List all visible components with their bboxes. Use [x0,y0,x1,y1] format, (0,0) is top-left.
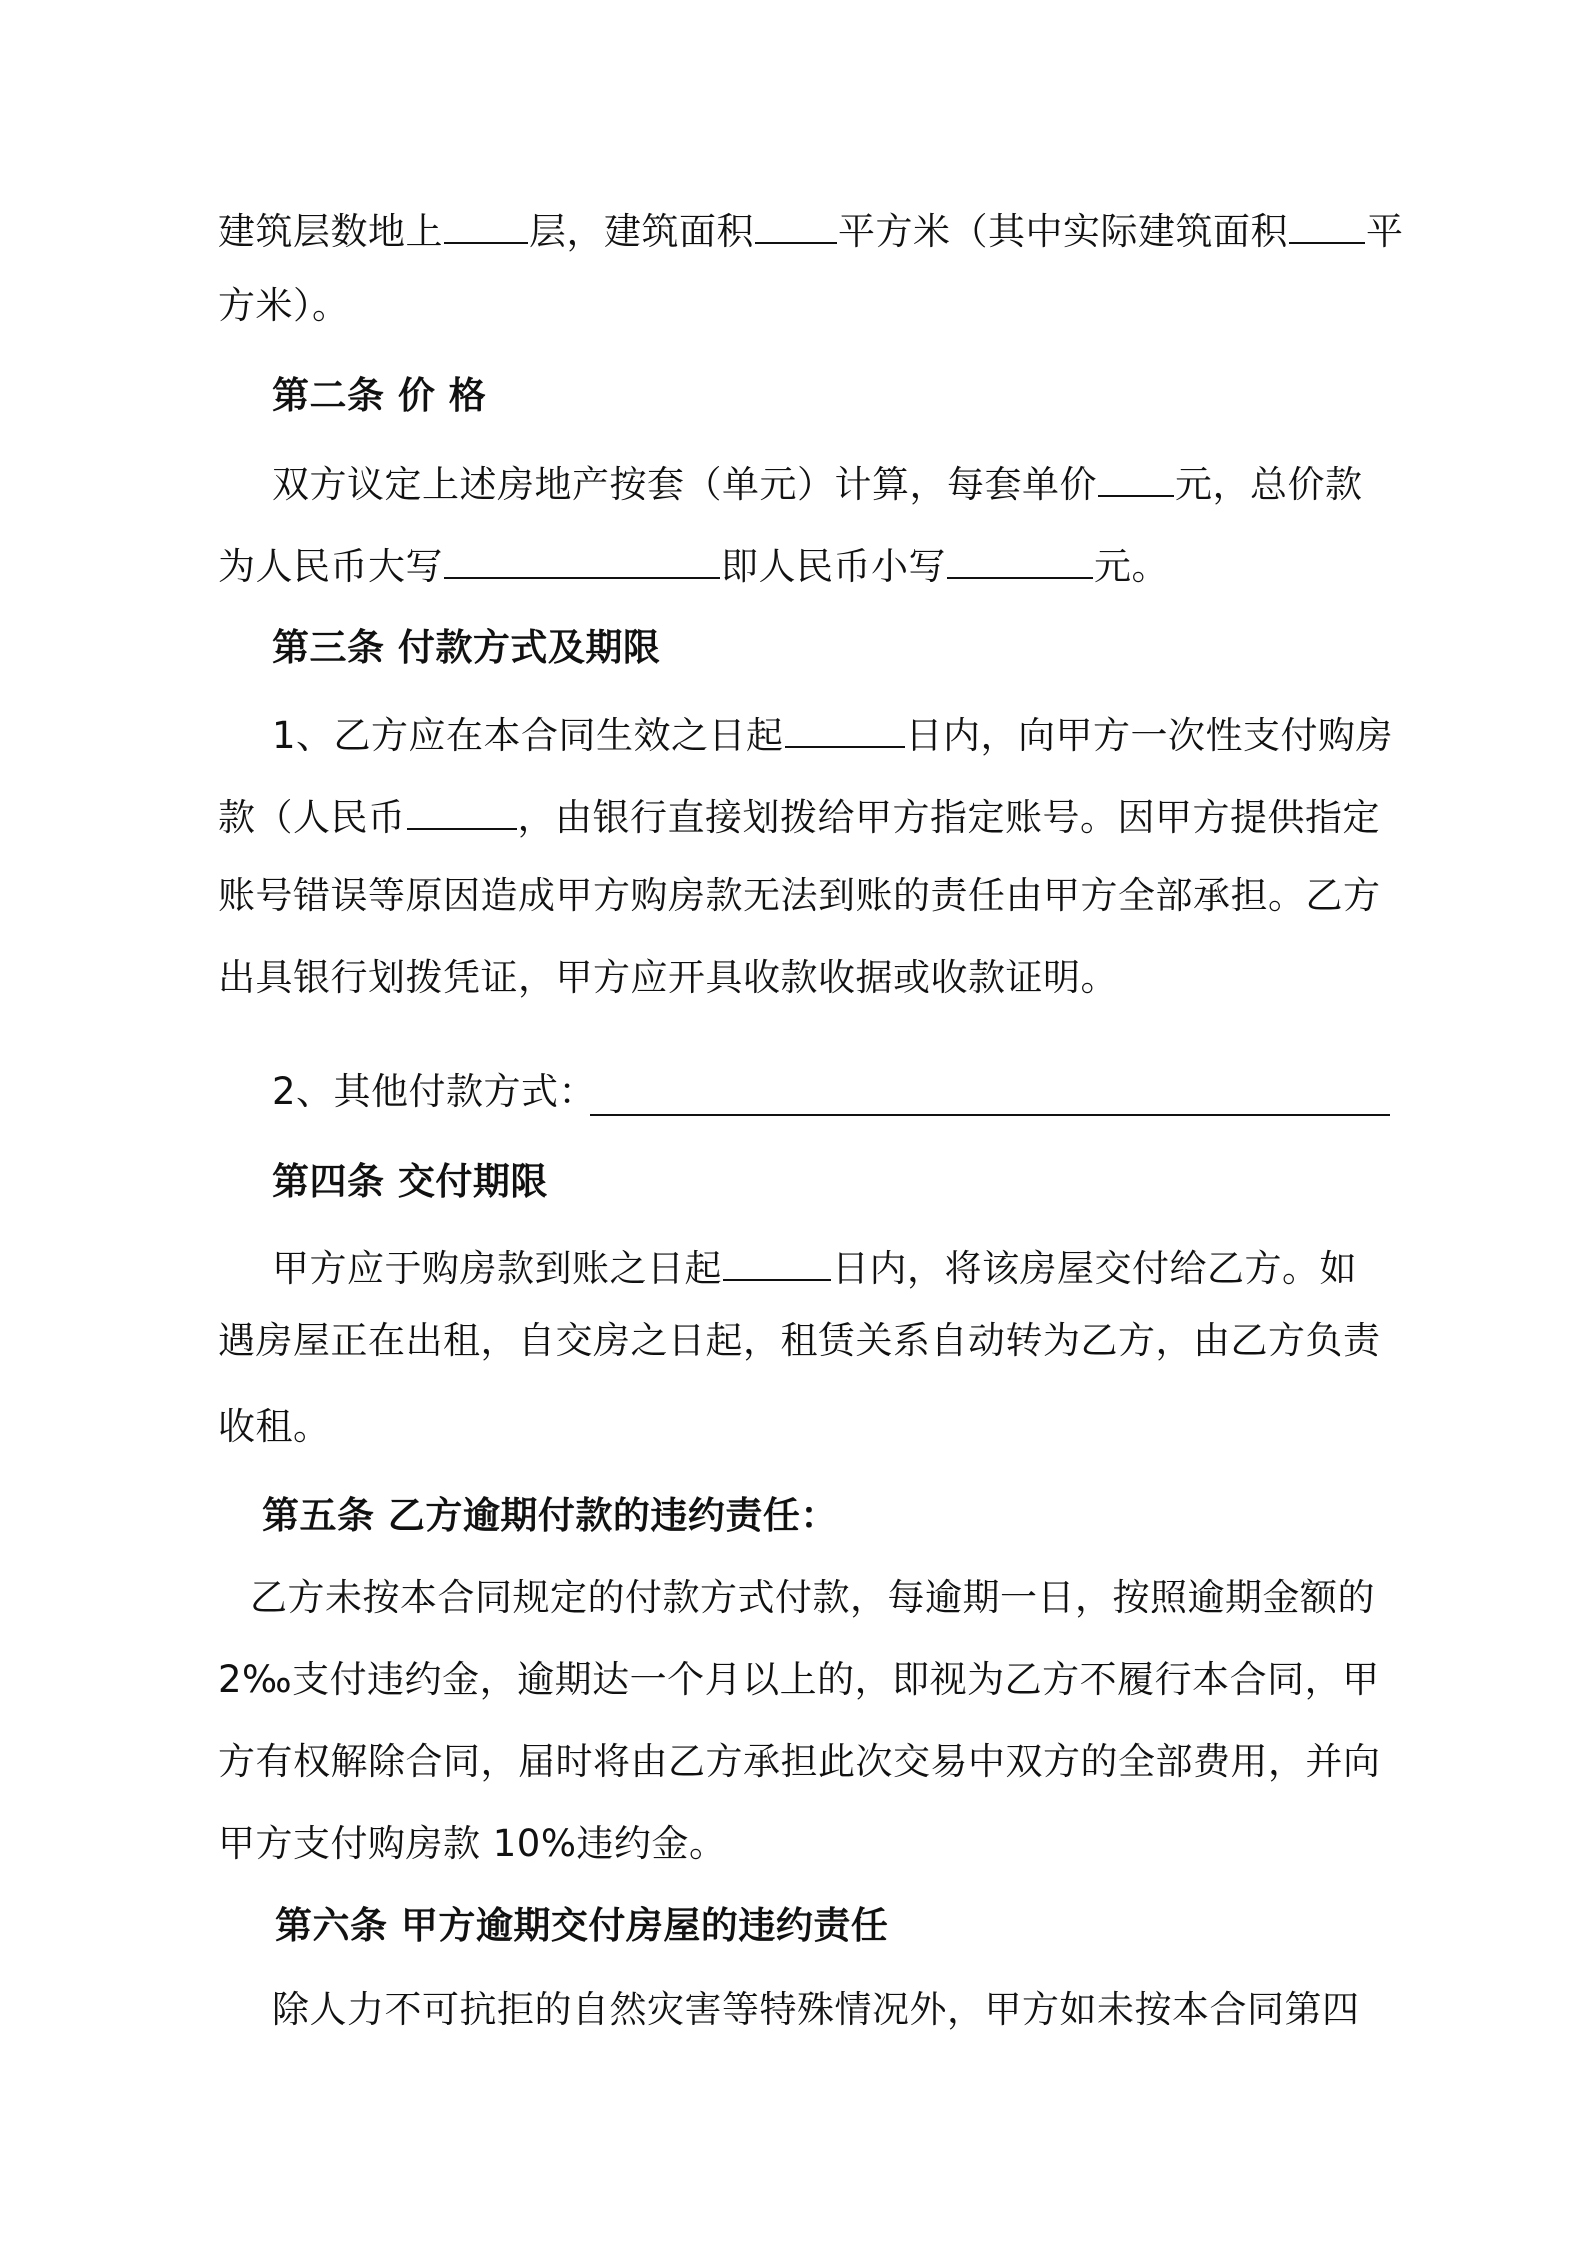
article-3-item-1-line-3: 账号错误等原因造成甲方购房款无法到账的责任由甲方全部承担。乙方 [218,874,1381,917]
delivery-days-blank [723,1241,831,1281]
article-4-line-1 [272,1241,1357,1293]
rmb-lower-label: 即人民币小写 [721,545,946,588]
area-blank [755,204,837,244]
rmb-amount-blank [407,790,517,830]
building-info-line-2: 方米）。 [218,284,350,327]
article-6-title: 第六条 甲方逾期交付房屋的违约责任 [275,1904,889,1947]
article-3-item-1-line-4: 出具银行划拨凭证，甲方应开具收款收据或收款证明。 [218,956,1118,999]
bank-transfer-text: ，由银行直接划拨给甲方指定账号。因甲方提供指定 [517,796,1380,839]
article-5-line-3: 方有权解除合同，届时将由乙方承担此次交易中双方的全部费用，并向 [218,1740,1381,1783]
article-5-line-2: 2‰支付违约金，逾期达一个月以上的，即视为乙方不履行本合同，甲 [218,1658,1380,1701]
unit-price-label: 双方议定上述房地产按套（单元）计算，每套单价 [272,463,1097,506]
total-price-label: 元，总价款 [1175,463,1363,506]
area-label: 层，建筑面积 [529,210,754,253]
article-2-title: 第二条 价 格 [272,374,487,417]
payment-days-blank [785,708,905,748]
article-2-line-2 [218,539,1169,591]
payment-days-suffix: 日内，向甲方一次性支付购房 [905,714,1394,757]
floors-label: 建筑层数地上 [218,210,443,253]
article-5-line-1: 乙方未按本合同规定的付款方式付款，每逾期一日，按照逾期金额的 [250,1576,1375,1619]
unit-start: 平 [1366,210,1404,253]
other-payment-blank [590,1114,1390,1116]
building-info-line-1 [218,204,1404,256]
actual-area-label: 平方米（其中实际建筑面积 [838,210,1288,253]
article-6-line-1: 除人力不可抗拒的自然灾害等特殊情况外，甲方如未按本合同第四 [272,1988,1360,2031]
article-4-title: 第四条 交付期限 [272,1160,548,1203]
article-5-title: 第五条 乙方逾期付款的违约责任： [262,1494,838,1537]
actual-area-blank [1289,204,1365,244]
rmb-upper-blank [444,539,720,579]
article-3-item-1-line-2 [218,790,1380,842]
article-3-item-1-line-1 [272,708,1393,760]
rmb-amount-label: 款（人民币 [218,796,406,839]
yuan-label: 元。 [1094,545,1169,588]
unit-price-blank [1098,457,1174,497]
delivery-days-label: 甲方应于购房款到账之日起 [272,1247,722,1290]
rmb-lower-blank [947,539,1093,579]
floors-blank [444,204,528,244]
article-3-title: 第三条 付款方式及期限 [272,626,661,669]
article-3-item-2: 2、其他付款方式： [272,1070,597,1113]
article-5-line-4: 甲方支付购房款 10%违约金。 [218,1822,727,1865]
payment-days-label: 1、乙方应在本合同生效之日起 [272,714,784,757]
rmb-upper-label: 为人民币大写 [218,545,443,588]
article-4-line-3: 收租。 [218,1405,331,1448]
article-4-line-2: 遇房屋正在出租，自交房之日起，租赁关系自动转为乙方，由乙方负责 [218,1319,1381,1362]
delivery-days-suffix: 日内，将该房屋交付给乙方。如 [832,1247,1357,1290]
article-2-line-1 [272,457,1363,509]
